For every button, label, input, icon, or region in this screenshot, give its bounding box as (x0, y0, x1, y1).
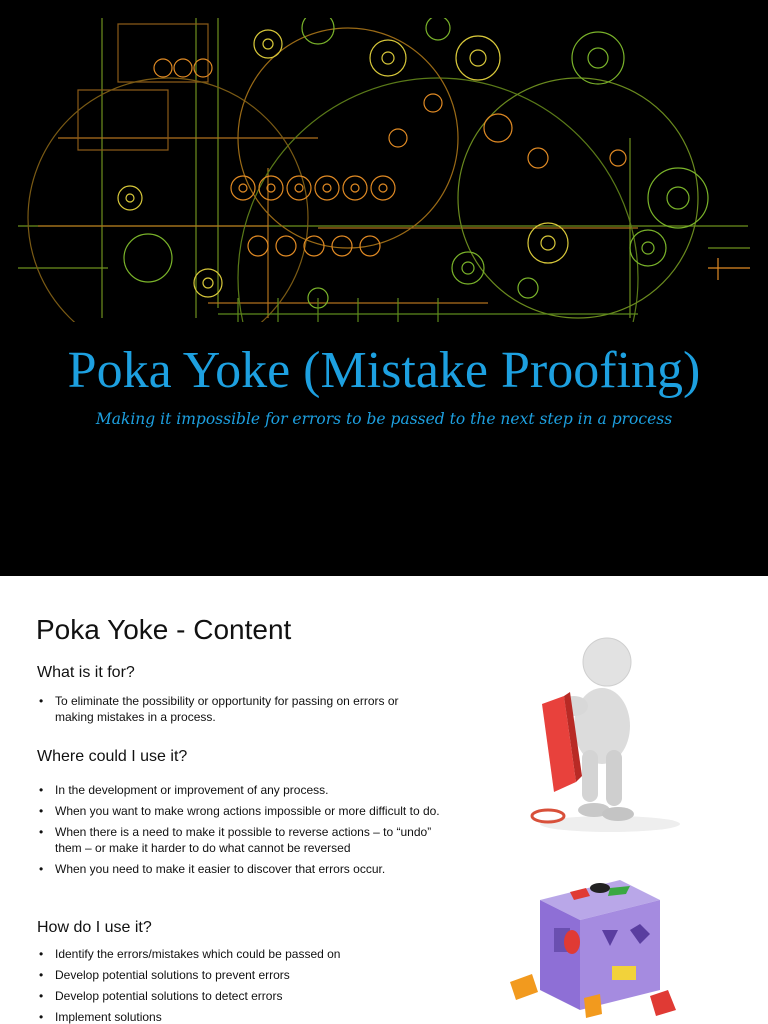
list-item: • To eliminate the possibility or opportunity for passing on errors or making mistakes in a process. (37, 693, 425, 725)
list-item: • When you need to make it easier to discover that errors occur. (37, 861, 477, 877)
list-item: • Implement solutions (37, 1009, 477, 1024)
list-item: • Develop potential solutions to detect errors (37, 988, 477, 1004)
list-item: • Develop potential solutions to prevent errors (37, 967, 477, 983)
slide-title: Poka Yoke - Content (36, 614, 292, 645)
section-heading: Where could I use it? (37, 748, 188, 765)
bullet-list (37, 946, 477, 1024)
list-item: • When there is a need to make it possible to reverse actions – to “undo” them – or make it harder to do what cannot be reversed (37, 824, 445, 856)
section-heading: How do I use it? (37, 919, 152, 936)
slide-subtitle: Making it impossible for errors to be passed to the next step in a process (95, 410, 673, 428)
list-item: • Identify the errors/mistakes which could be passed on (37, 946, 477, 962)
machinery-illustration (18, 18, 750, 322)
figure-with-red-block-image (490, 632, 702, 836)
list-item: • In the development or improvement of any process. (37, 782, 477, 798)
content-slide (0, 576, 768, 1024)
shape-sorter-toy-image (500, 870, 690, 1024)
slide-title: Poka Yoke (Mistake Proofing) (67, 342, 701, 399)
section-heading: What is it for? (37, 664, 135, 681)
bullet-list (37, 693, 477, 730)
bullet-list (37, 782, 477, 882)
list-item: • When you want to make wrong actions impossible or more difficult to do. (37, 803, 477, 819)
